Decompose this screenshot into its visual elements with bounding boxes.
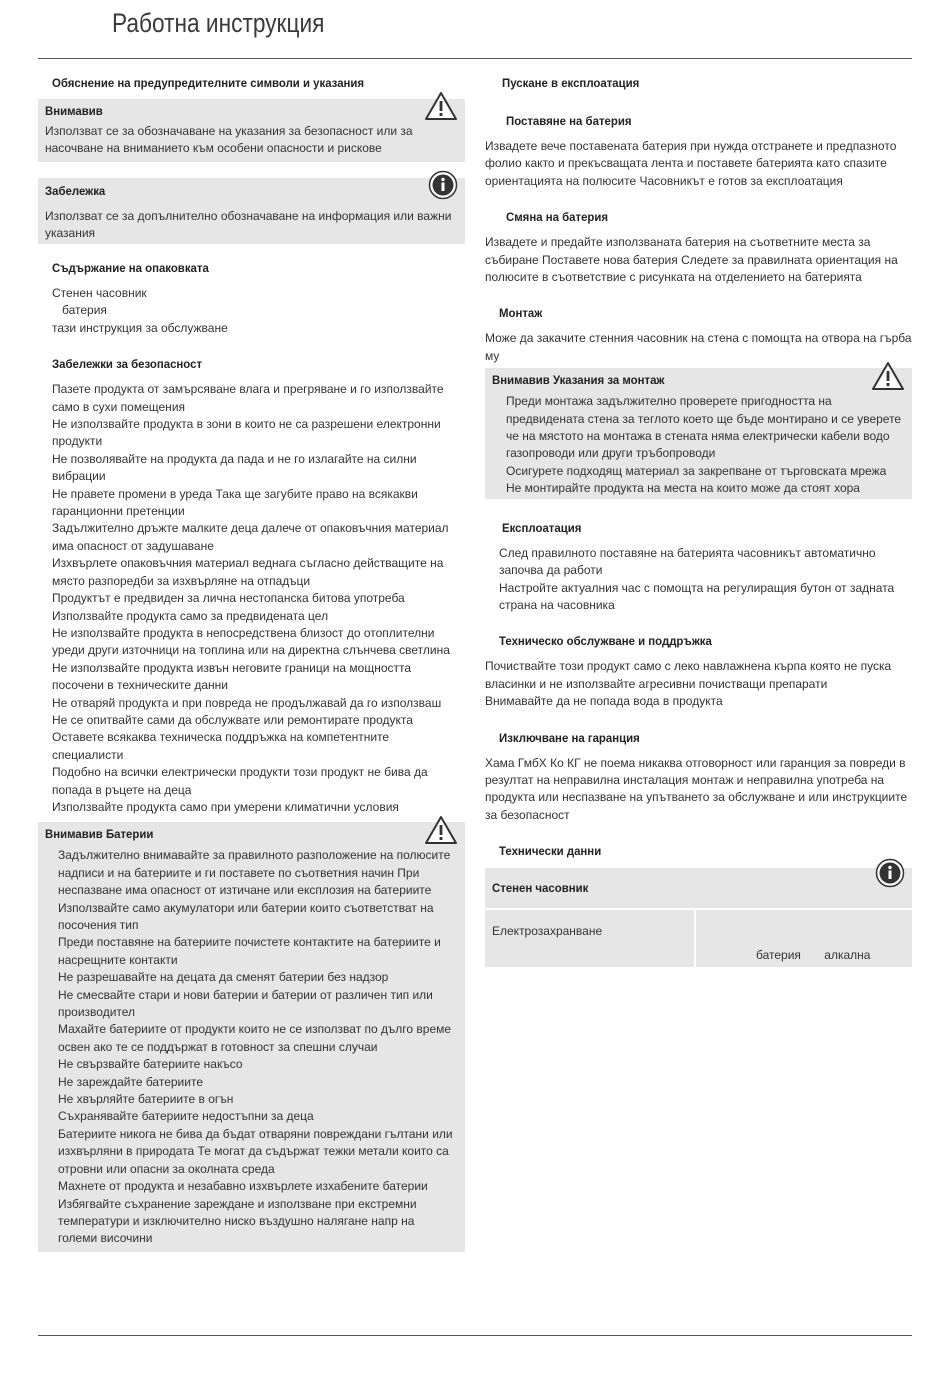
bottom-divider xyxy=(38,1335,912,1336)
maintenance-text: Внимавайте да не попада вода в продукта xyxy=(485,694,723,709)
replace-battery-text: Извадете и предайте използваната батерия на съответните места за събиране Поставете нова батерия Следете за правилната ориентация на полюсите в съответствие с рисунката на отделението на батерията xyxy=(485,235,898,285)
list-item: Не отваряй продукта и при повреда не продължавай да го използваш xyxy=(52,695,442,710)
list-item: тази инструкция за обслужване xyxy=(52,320,228,335)
list-item: батерия xyxy=(62,303,107,318)
right-column xyxy=(485,76,912,967)
warranty-text: Хама ГмбХ Ко КГ не поема никаква отговорност или гаранция за повреди в резултат на неправилна инсталация монтаж и неправилна употреба на продукта или неспазване на упътването за обслужване и или инструкциите за безопасност xyxy=(485,755,908,822)
warning-triangle-icon xyxy=(424,91,458,121)
mount-warning-box xyxy=(485,368,912,498)
battery-warning-box xyxy=(38,822,465,1251)
battery-list xyxy=(45,847,455,1247)
info-icon xyxy=(875,858,905,888)
list-item: Не разрешавайте на децата да сменят батерии без надзор xyxy=(58,970,389,985)
warning-triangle-icon xyxy=(424,815,458,845)
note-box-text: Използват се за допълнително обозначаване на информация или важни указания xyxy=(45,209,452,241)
symbols-heading: Обяснение на предупредителните символи и указания xyxy=(52,76,365,90)
left-column xyxy=(38,76,465,1252)
mount-heading: Монтаж xyxy=(499,306,543,321)
table-title-cell xyxy=(485,868,912,909)
list-item: Не използвайте продукта в зони в които не са разрешени електронни продукти xyxy=(52,417,441,449)
warning-box-text: Използват се за обозначаване на указания за безопасност или за насочване на вниманието към особени опасности и рискове xyxy=(45,124,413,156)
list-item: Не позволявайте на продукта да пада и не го излагайте на силни вибрации xyxy=(52,451,417,484)
table-row xyxy=(485,868,912,909)
tech-data-heading: Технически данни xyxy=(499,844,602,859)
maintenance-text: Почиствайте този продукт само с леко навлажнена кърпа която не пуска власинки и не използвайте агресивни почистващи препарати xyxy=(485,659,892,691)
warning-box xyxy=(38,99,465,162)
power-value-1: батерия xyxy=(756,948,801,963)
list-item: Не монтирайте продукта на места на които може да стоят хора xyxy=(506,481,860,496)
list-item: Подобно на всички електрически продукти този продукт не бива да попада в ръцете на деца xyxy=(52,765,428,797)
operation-heading: Експлоатация xyxy=(502,520,582,535)
maintenance-heading: Техническо обслужване и поддръжка xyxy=(499,634,712,649)
list-item: Задължително дръжте малките деца далече от опаковъчния материал има опасност от задушаване xyxy=(52,521,449,553)
operation-list xyxy=(499,545,912,615)
safety-list xyxy=(52,381,460,816)
list-item: Махайте батериите от продукти които не се използват по дълго време освен ако те се поддържат в готовност за спешни случаи xyxy=(58,1022,452,1054)
insert-battery-heading: Поставяне на батерия xyxy=(506,114,632,128)
list-item: Не зареждайте батериите xyxy=(58,1074,203,1089)
mount-text: Може да закачите стенния часовник на стена с помощта на отвора на гърба му xyxy=(485,331,912,363)
insert-battery-text: Извадете вече поставената батерия при нужда отстранете и предпазното фолио както и прекъсващата лента и поставете батерията като спазите ориентацията на полюсите Часовникът е готов за експлоатация xyxy=(485,139,897,188)
list-item: Не свързвайте батериите накъсо xyxy=(58,1057,243,1072)
power-value-2: алкална xyxy=(824,948,871,963)
list-item: Избягвайте съхранение зареждане и използване при екстремни температури и изключително ниско въздушно налягане напр на големи височини xyxy=(58,1196,417,1246)
mount-box-title: Внимавив Указания за монтаж xyxy=(492,373,665,388)
list-item: Продуктът е предвиден за лична нестопанска битова употреба xyxy=(52,591,405,606)
warning-box-title: Внимавив xyxy=(45,104,103,118)
list-item: Не използвайте продукта в непосредствена близост до отоплителни уреди други източници на топлина или на директна слънчева светлина xyxy=(52,625,450,658)
list-item: Не смесвайте стари и нови батерии и батерии от различен тип или производител xyxy=(58,987,433,1020)
list-item: Не правете промени в уреда Така ще загубите право на всякакви гаранционни претенции xyxy=(52,486,418,519)
contents-list xyxy=(52,285,465,337)
list-item: Не използвайте продукта извън неговите граници на мощността посочени в техническите данни xyxy=(52,660,412,693)
table-cell xyxy=(695,909,912,967)
top-divider xyxy=(38,58,912,59)
mount-list xyxy=(492,393,902,497)
safety-heading: Забележки за безопасност xyxy=(52,357,203,372)
table-cell: Електрозахранване xyxy=(485,909,695,967)
tech-table-title: Стенен часовник xyxy=(492,881,589,896)
list-item: Батериите никога не бива да бъдат отваряни повреждани гълтани или изхвърляни в природата Те могат да съдържат тежки метали които са отровни или опасни за околната среда xyxy=(58,1126,453,1176)
list-item: Съхранявайте батериите недостъпни за деца xyxy=(58,1109,314,1124)
list-item: Махнете от продукта и незабавно изхвърлете изхабените батерии xyxy=(58,1179,428,1194)
warranty-heading: Изключване на гаранция xyxy=(499,730,640,745)
list-item: Осигурете подходящ материал за закрепване от търговската мрежа xyxy=(506,463,887,478)
tech-table xyxy=(485,868,912,967)
tech-data-table xyxy=(485,868,912,967)
list-item: Изхвърлете опаковъчния материал веднага съгласно действащите на място разпоредби за изхвърляне на отпадъци xyxy=(52,556,444,588)
list-item: Преди поставяне на батериите почистете контактите на батериите и насрещните контакти xyxy=(58,935,441,967)
list-item: Не се опитвайте сами да обслужвате или ремонтирате продукта Оставете всякаква техническа поддръжка на компетентните специалисти xyxy=(52,712,413,762)
list-item: Настройте актуалния час с помощта на регулиращия бутон от задната страна на часовника xyxy=(499,580,895,612)
list-item: Използвайте продукта само за предвидената цел xyxy=(52,608,329,623)
list-item: Стенен часовник xyxy=(52,286,147,300)
note-box xyxy=(38,178,465,244)
list-item: Задължително внимавайте за правилното разположение на полюсите надписи и на батериите и ги поставете по съответния начин При неспазване има опасност от изтичане или експлозия на батериите xyxy=(58,848,451,898)
battery-box-title: Внимавив Батерии xyxy=(45,827,154,842)
contents-heading: Съдържание на опаковката xyxy=(52,261,209,275)
startup-heading: Пускане в експлоатация xyxy=(502,76,640,90)
note-box-title: Забележка xyxy=(45,184,106,198)
list-item: Използвайте продукта само при умерени климатични условия xyxy=(52,799,399,814)
list-item: Не хвърляйте батериите в огън xyxy=(58,1092,234,1107)
list-item: След правилното поставяне на батерията часовникът автоматично започва да работи xyxy=(499,545,876,578)
info-icon xyxy=(428,170,458,200)
warning-triangle-icon xyxy=(871,361,905,391)
list-item: Пазете продукта от замърсяване влага и прегряване и го използвайте само в сухи помещения xyxy=(52,382,444,414)
page-title: Работна инструкция xyxy=(112,8,325,38)
list-item: Използвайте само акумулатори или батерии които съответстват на посочения тип xyxy=(58,900,434,932)
list-item: Преди монтажа задължително проверете пригодността на предвидената стена за теглото което ще бъде монтирано и се уверете че на мястото на монтажа в стената няма електрически кабели водо газопроводи или други тръбопроводи xyxy=(506,394,902,461)
table-row xyxy=(485,909,912,967)
replace-battery-heading: Смяна на батерия xyxy=(506,210,609,225)
